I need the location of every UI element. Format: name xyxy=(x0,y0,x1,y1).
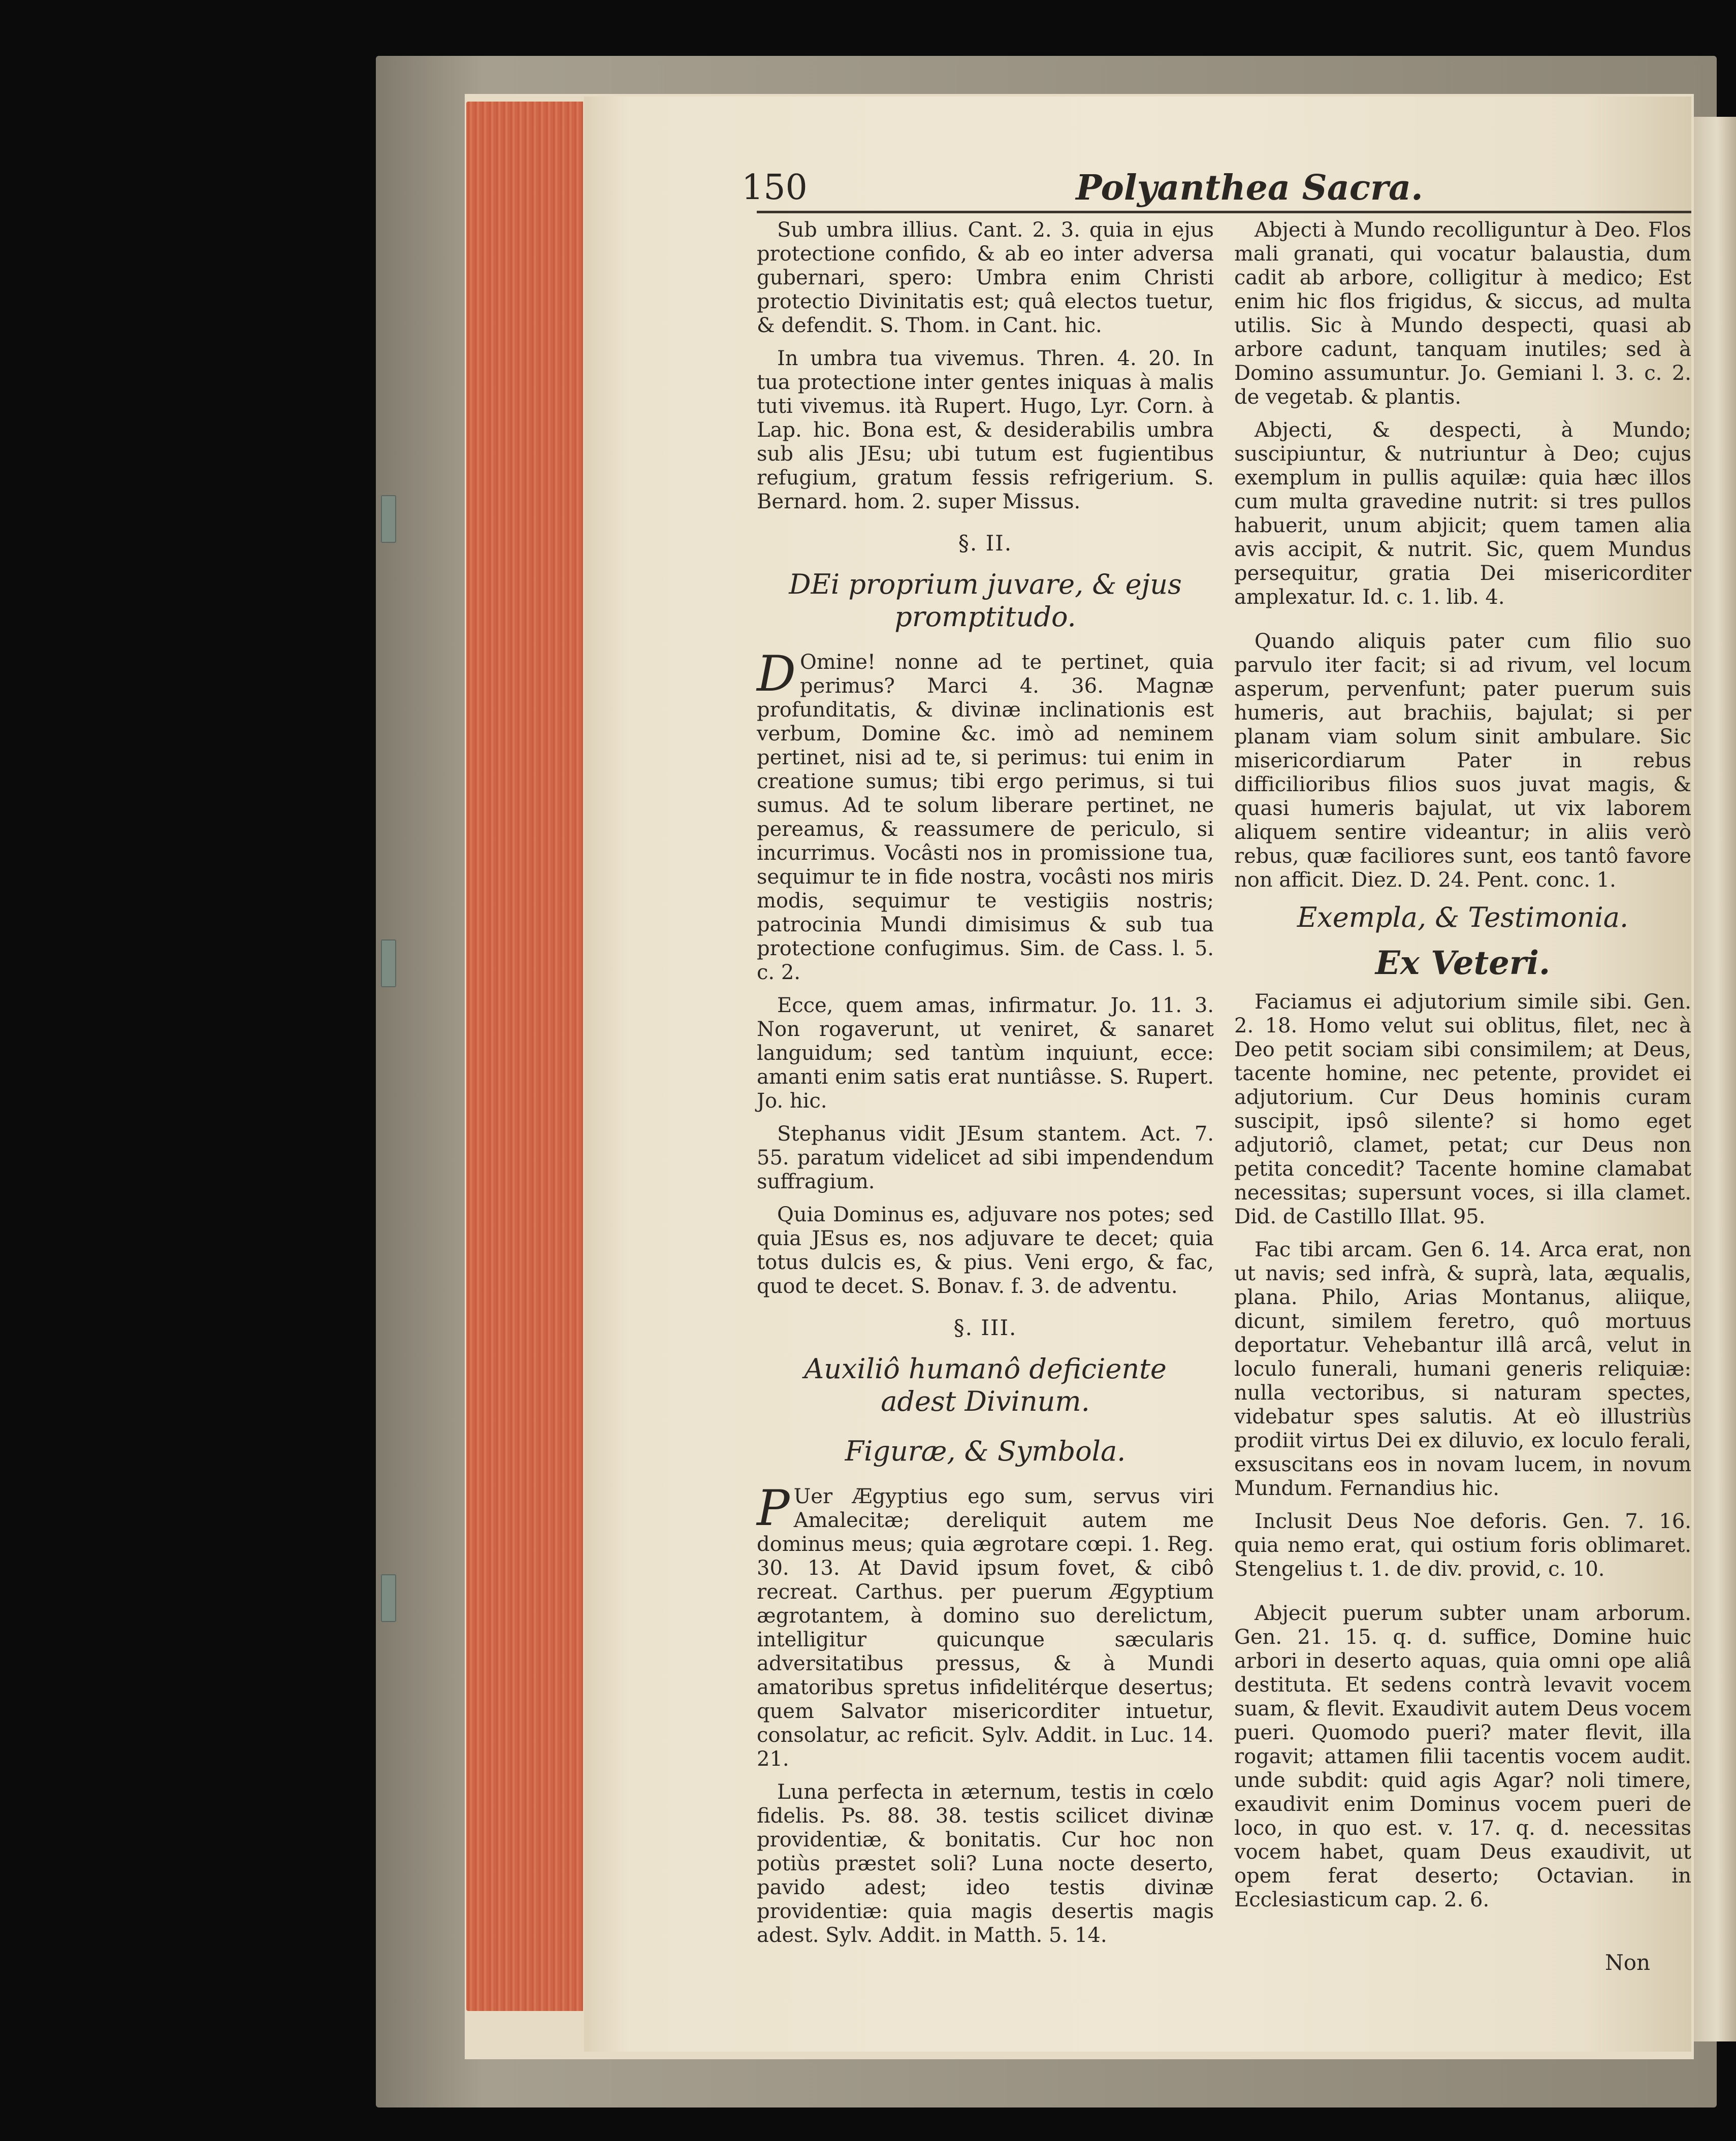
subsection-heading: Figuræ, & Symbola. xyxy=(845,1435,1126,1467)
clasp-hinge xyxy=(381,939,396,987)
section-heading: Exempla, & Testimonia. xyxy=(1297,901,1629,933)
paragraph: Faciamus ei adjutorium simile sibi. Gen. 2. 18. Homo velut sui oblitus, filet, nec à Deo petit sociam sibi consimilem; at Deus, tacente homine, nec petente, providet ei adjutorium. Cur Deus hominis curam suscipit, ipsô silente? si homo eget adjutoriô, clamet, petat; cur Deus non petita concedit? Tacente homine clamabat necessitas; supersunt voces, si illa clamet. Did. de Castillo Illat. 95. xyxy=(1234,990,1691,1228)
paragraph: In umbra tua vivemus. Thren. 4. 20. In tua protectione inter gentes iniquas à malis tuti vivemus. ità Rupert. Hugo, Lyr. Corn. à Lap. hic. Bona est, & desiderabilis umbra sub alis JEsu; ubi tutum est fugientibus refugium, gratum fessis refrigerium. S. Bernard. hom. 2. super Missus. xyxy=(757,347,1214,513)
catchword: Non xyxy=(1605,1950,1651,1975)
clasp-hinge xyxy=(381,495,396,543)
paragraph: Luna perfecta in æternum, testis in cœlo fidelis. Ps. 88. 38. testis scilicet divinæ providentiæ, & bonitatis. Cur hoc non potiùs præstet soli? Luna nocte deserto, pavido adest; ideo testis divinæ providentiæ: quia magis desertis magis adest. Sylv. Addit. in Matth. 5. 14. xyxy=(757,1780,1214,1947)
paragraph-text: Uer Ægyptius ego sum, servus viri Amalecitæ; dereliquit autem me dominus meus; quia ægrotare cœpi. 1. Reg. 30. 13. At David ipsum fovet, & cibô recreat. Carthus. per puerum Ægyptium ægrotantem, à domino suo derelictum, intelligitur quicunque sæcularis adversitatibus pressus, & à Mundi amatoribus spretus infidelitérque desertus; quem Salvator misericorditer intuetur, consolatur, ac reficit. Sylv. Addit. in Luc. 14. 21. xyxy=(757,1485,1214,1771)
right-column xyxy=(1234,218,1691,1965)
paragraph-text: Omine! nonne ad te pertinet, quia perimus? Marci 4. 36. Magnæ profunditatis, & divinæ inclinationis est verbum, Domine &c. imò ad neminem pertinet, nisi ad te, si perimus: tui enim in creatione sumus; tibi ergo perimus, si tui sumus. Ad te solum liberare pertinet, ne pereamus, & reassumere de periculo, si incurrimus. Vocâsti nos in promissione tua, sequimur te in fide nostra, vocâsti nos miris modis, sequimur te vestigiis nostris; patrocinia Mundi dimisimus & sub tua protectione confugimus. Sim. de Cass. l. 5. c. 2. xyxy=(757,651,1214,984)
paragraph: Stephanus vidit JEsum stantem. Act. 7. 55. paratum videlicet ad sibi impendendum suffragium. xyxy=(757,1122,1214,1193)
book-page xyxy=(584,96,1691,2052)
paragraph: Quando aliquis pater cum filio suo parvulo iter facit; si ad rivum, vel locum asperum, pervenfunt; pater puerum suis humeris, aut brachiis, bajulat; si per planam viam solum sinit ambulare. Sic misericordiarum Pater in rebus difficilioribus filios suos juvat magis, & quasi humeris bajulat, ut vix laborem aliquem sentire videantur; in aliis verò rebus, quæ faciliores sunt, eos tantô favore non afficit. Diez. D. 24. Pent. conc. 1. xyxy=(1234,630,1691,892)
paragraph xyxy=(757,645,1214,985)
page-number: 150 xyxy=(742,168,808,208)
paragraph: Inclusit Deus Noe deforis. Gen. 7. 16. quia nemo erat, qui ostium foris oblimaret. Stengelius t. 1. de div. provid, c. 10. xyxy=(1234,1510,1691,1581)
paragraph: Abjecit puerum subter unam arborum. Gen. 21. 15. q. d. suffice, Domine huic arbori in deserto aquas, quia omni ope aliâ destituta. Et sedens contrà levavit vocem suam, & flevit. Exaudivit autem Deus vocem pueri. Quomodo pueri? mater flevit, illa rogavit; attamen filii tacentis vocem audit. unde subdit: quid agis Agar? noli timere, exaudivit enim Dominus vocem pueri de loco, in quo est. v. 17. q. d. necessitas vocem habet, quam Deus exaudivit, ut opem ferat deserto; Octavian. in Ecclesiasticum cap. 2. 6. xyxy=(1234,1602,1691,1911)
drop-cap: P xyxy=(757,1480,790,1537)
section-heading: Auxiliô humanô deficiente adest Divinum. xyxy=(804,1353,1167,1417)
paragraph: Abjecti, & despecti, à Mundo; suscipiuntur, & nutriuntur à Deo; cujus exemplum in pullis aquilæ: quia hæc illos cum multa gravedine nutrit: si tres pullos habuerit, unum abjicit; quem tamen alia avis accipit, & nutrit. Sic, quem Mundus persequitur, gratia Dei misericorditer amplexatur. Id. c. 1. lib. 4. xyxy=(1234,418,1691,609)
red-page-edges xyxy=(466,102,583,2011)
paragraph: Sub umbra illius. Cant. 2. 3. quia in ejus protectione confido, & ab eo inter adversa gubernari, spero: Umbra enim Christi protectio Divinitatis est; quâ electos tuetur, & defendit. S. Thom. in Cant. hic. xyxy=(757,218,1214,337)
facing-page-edge xyxy=(1689,117,1736,2041)
section-number: §. III. xyxy=(953,1315,1017,1340)
drop-cap: D xyxy=(757,645,796,702)
paragraph: Ecce, quem amas, infirmatur. Jo. 11. 3. Non rogaverunt, ut veniret, & sanaret languidum; sed tantùm inquiunt, ecce: amanti enim satis erat nuntiâsse. S. Rupert. Jo. hic. xyxy=(757,994,1214,1113)
paragraph xyxy=(757,1480,1214,1771)
header-rule xyxy=(757,211,1691,213)
paragraph: Fac tibi arcam. Gen 6. 14. Arca erat, non ut navis; sed infrà, & suprà, lata, æqualis, plana. Philo, Arias Montanus, aliique, dicunt, similem feretro, quô mortuus deportatur. Vehebantur illâ arcâ, velut in loculo funerali, humani generis reliquiæ: nulla vectoribus, si naturam spectes, videbatur spes salutis. At eò illustriùs prodiit virtus Dei ex diluvio, ex loculo ferali, exsuscitans eos in novam lucem, in novum Mundum. Fernandius hic. xyxy=(1234,1238,1691,1500)
clasp-hinge xyxy=(381,1574,396,1622)
section-number: §. II. xyxy=(958,531,1013,556)
subsection-heading: Ex Veteri. xyxy=(1375,944,1551,982)
running-title: Polyanthea Sacra. xyxy=(1076,168,1423,208)
section-heading: DEi proprium juvare, & ejus promptitudo. xyxy=(789,568,1182,633)
paragraph: Quia Dominus es, adjuvare nos potes; sed quia JEsus es, nos adjuvare te decet; quia totus dulcis es, & pius. Veni ergo, & fac, quod te decet. S. Bonav. f. 3. de adventu. xyxy=(757,1203,1214,1298)
paragraph: Abjecti à Mundo recolliguntur à Deo. Flos mali granati, qui vocatur balaustia, dum cadit ab arbore, colligitur à medico; Est enim hic flos frigidus, & siccus, ad multa utilis. Sic à Mundo despecti, quasi ab arbore cadunt, tanquam inutiles; sed à Domino assumuntur. Jo. Gemiani l. 3. c. 2. de vegetab. & plantis. xyxy=(1234,218,1691,409)
left-column xyxy=(757,218,1214,1965)
